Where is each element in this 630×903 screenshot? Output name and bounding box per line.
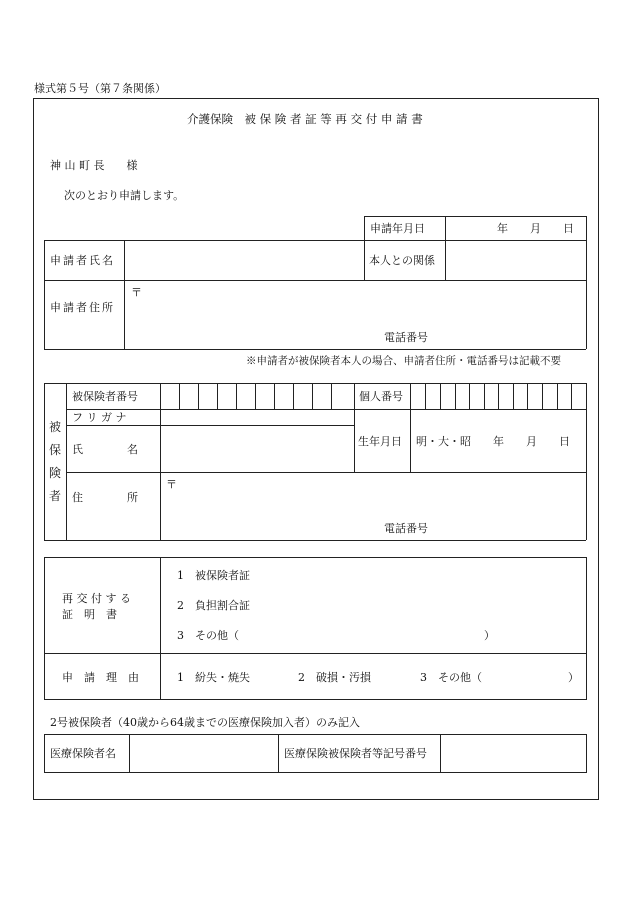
applicant-name-field[interactable] [126, 242, 362, 278]
form-number: 様式第５号（第７条関係） [34, 82, 166, 95]
insured-name-field[interactable] [161, 427, 353, 471]
intro-text: 次のとおり申請します。 [64, 189, 185, 202]
reissue-label-2: 証 明 書 [62, 608, 117, 621]
insured-address-label: 住 所 [72, 491, 138, 504]
reissue-option-1[interactable]: 1 被保険者証 [177, 569, 250, 582]
insured-side-label-2: 保 [49, 443, 62, 457]
insurer-name-field[interactable] [131, 736, 276, 771]
secondary-note: 2号被保険者（40歳から64歳までの医療保険加入者）のみ記入 [50, 716, 360, 729]
personal-number-label: 個人番号 [359, 390, 403, 403]
reissue-option-3[interactable]: 3 その他（ [177, 629, 239, 642]
reason-label: 申 請 理 由 [62, 671, 139, 684]
insured-side-label-1: 被 [49, 420, 62, 434]
relation-field[interactable] [447, 242, 584, 278]
applicant-name-label: 申請者氏名 [50, 254, 115, 267]
birth-date-label: 生年月日 [358, 435, 402, 448]
addressee: 神 山 町 長 様 [50, 159, 138, 172]
reissue-option-3-close: ） [484, 629, 495, 642]
applicant-note: ※申請者が被保険者本人の場合、申請者住所・電話番号は記載不要 [246, 355, 561, 367]
insured-phone-label: 電話番号 [384, 522, 428, 535]
insured-number-field[interactable] [161, 384, 353, 408]
reason-option-2[interactable]: 2 破損・汚損 [298, 671, 371, 684]
insurer-name-label: 医療保険者名 [50, 747, 116, 760]
form-title: 介護保険 被 保 険 者 証 等 再 交 付 申 請 書 [187, 112, 423, 126]
furigana-label: フ リ ガ ナ [72, 411, 127, 424]
birth-date-value[interactable]: 明・大・昭 年 月 日 [416, 435, 570, 448]
insured-postal-mark: 〒 [166, 478, 177, 491]
postal-mark: 〒 [131, 286, 142, 299]
card-number-label: 医療保険被保険者等記号番号 [284, 747, 427, 760]
insured-address-field[interactable] [161, 474, 585, 538]
card-number-field[interactable] [442, 736, 585, 771]
applicant-phone-label: 電話番号 [384, 331, 428, 344]
application-date-value[interactable]: 年 月 日 [497, 222, 574, 235]
relation-label: 本人との関係 [369, 254, 435, 267]
reason-option-3[interactable]: 3 その他（ [420, 671, 482, 684]
applicant-address-label: 申請者住所 [50, 301, 115, 314]
insured-side-label-3: 険 [49, 466, 62, 480]
insured-side-label-4: 者 [49, 489, 62, 503]
personal-number-field[interactable] [411, 384, 585, 408]
reason-option-1[interactable]: 1 紛失・焼失 [177, 671, 250, 684]
insured-name-label: 氏 名 [72, 443, 138, 456]
reissue-label-1: 再 交 付 す る [62, 592, 131, 605]
insured-number-label: 被保険者番号 [72, 390, 138, 403]
application-date-label: 申請年月日 [370, 222, 425, 235]
furigana-field[interactable] [161, 410, 353, 424]
reissue-option-2[interactable]: 2 負担割合証 [177, 599, 250, 612]
applicant-address-field[interactable] [126, 282, 584, 347]
reason-option-3-close: ） [568, 671, 579, 684]
